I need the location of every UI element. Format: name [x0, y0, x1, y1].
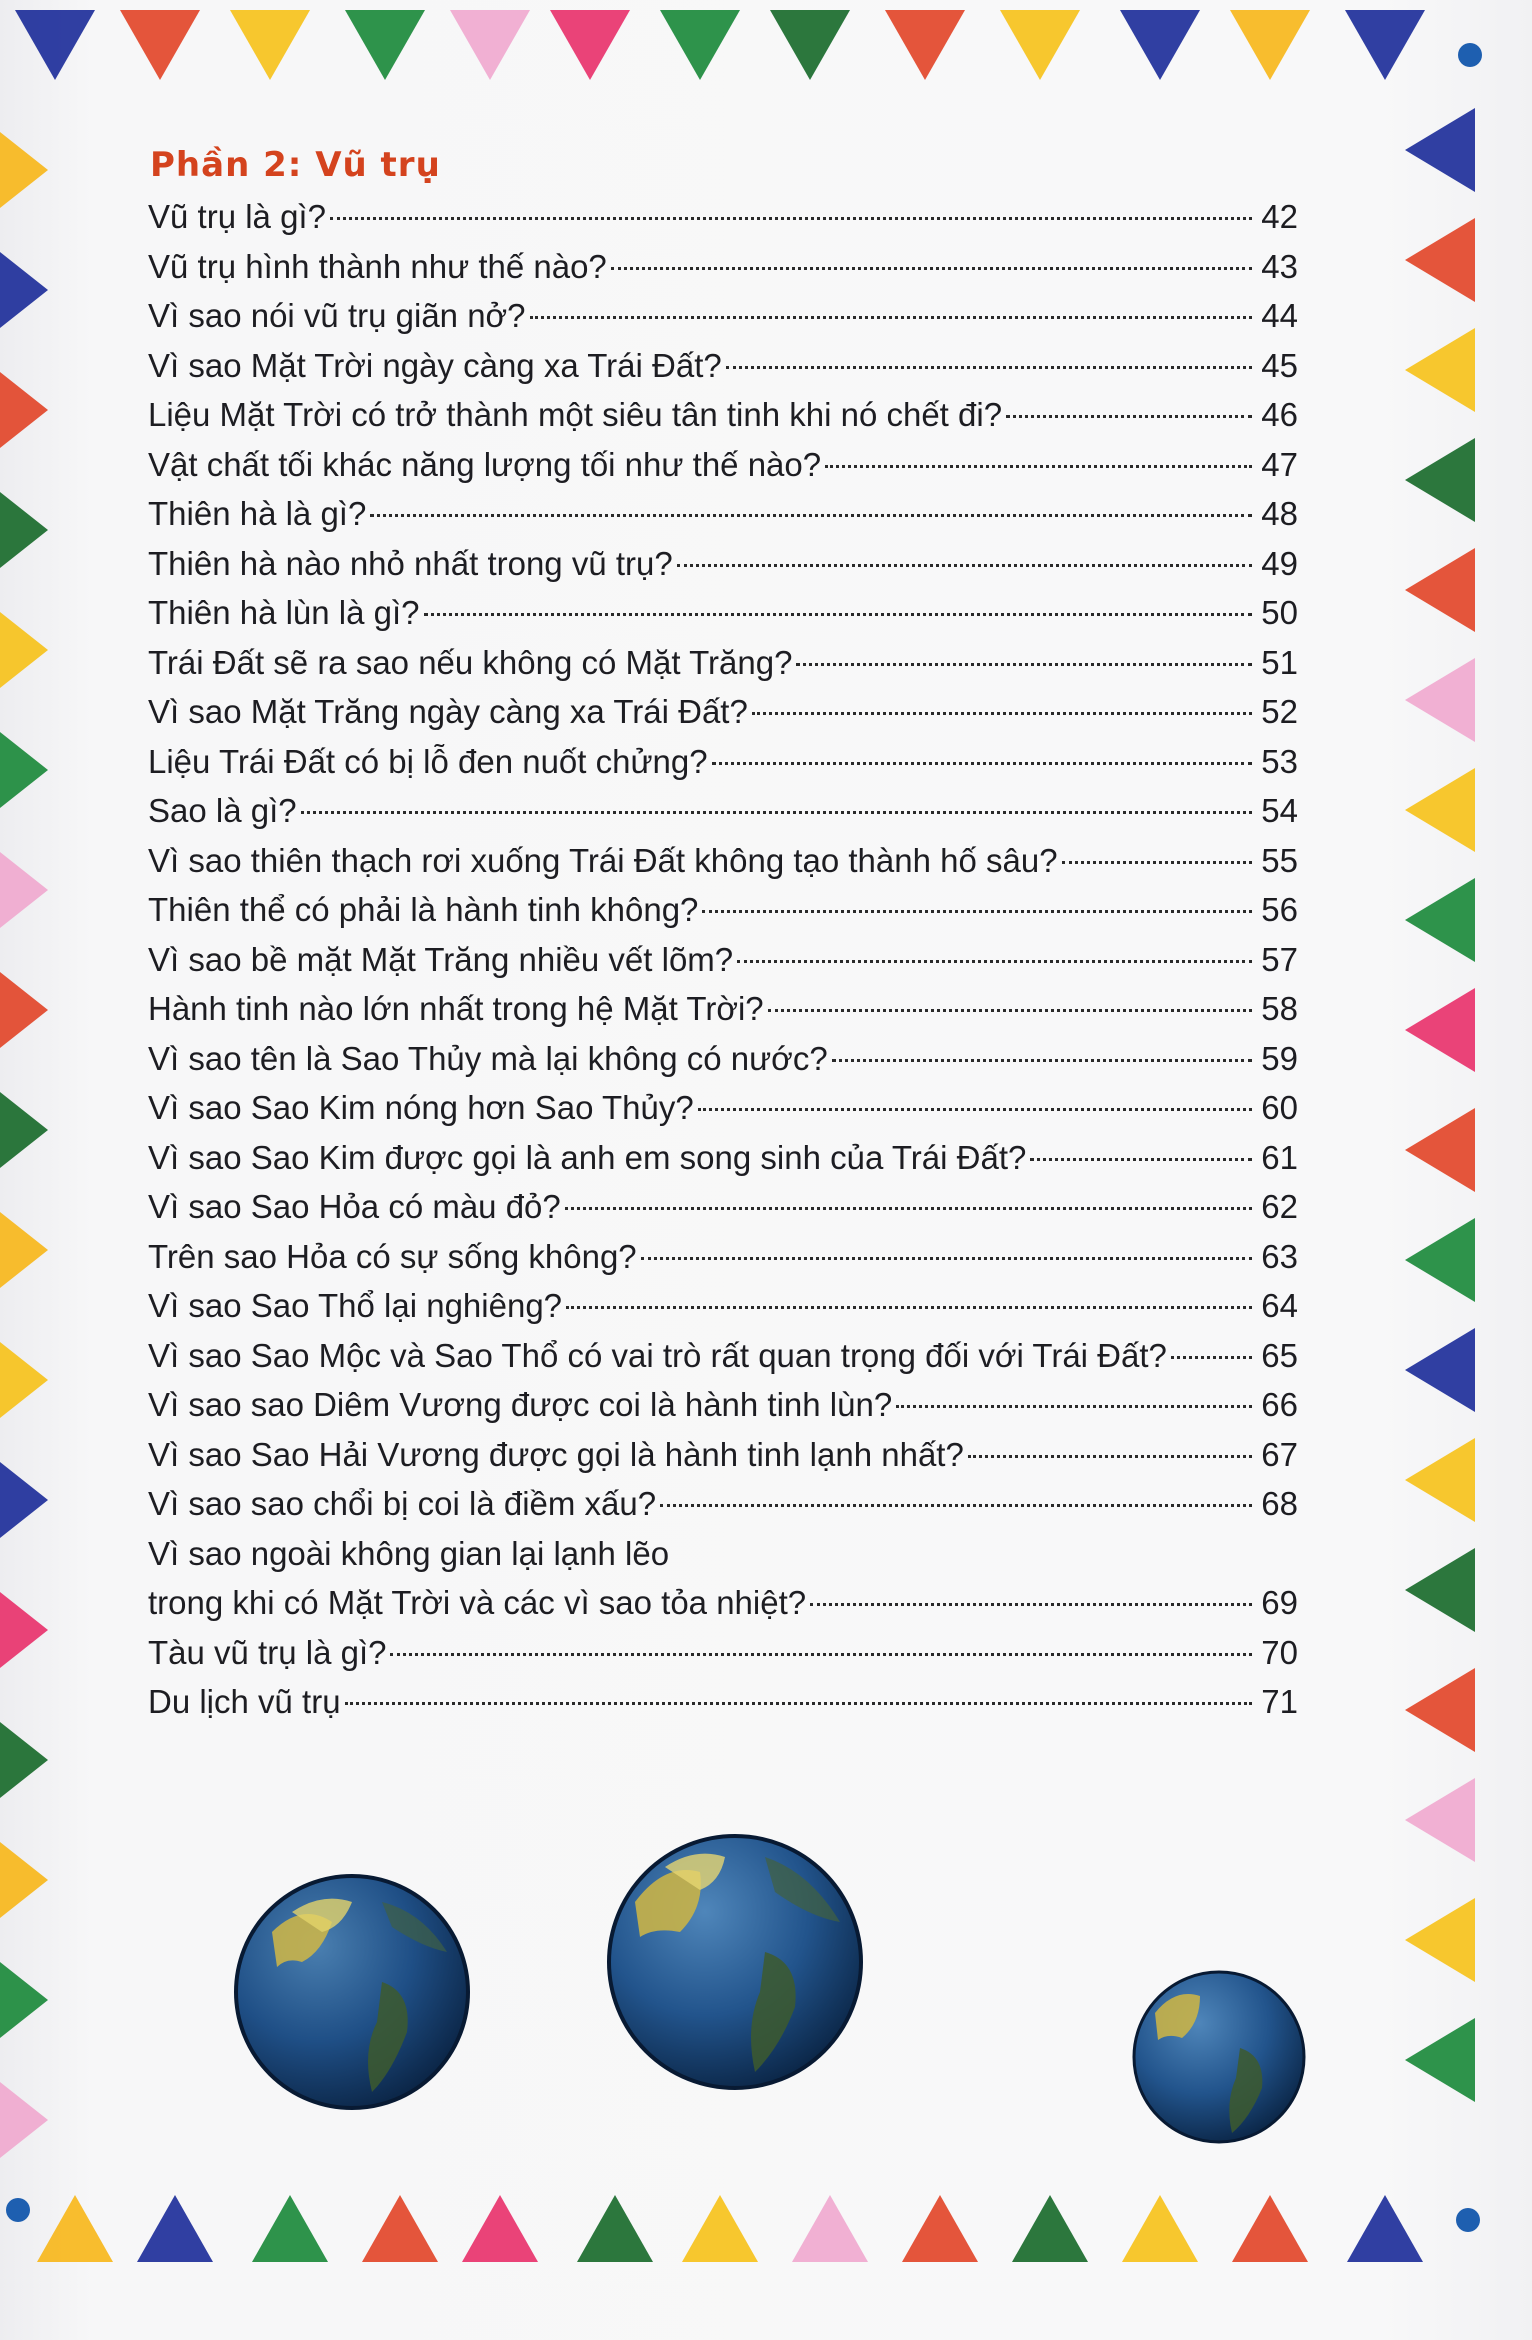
border-triangle — [37, 2195, 113, 2262]
toc-entry-title: Thiên hà lùn là gì? — [148, 594, 420, 631]
toc-entry — [148, 390, 1298, 440]
toc-entry-title: Vì sao Mặt Trăng ngày càng xa Trái Đất? — [148, 693, 748, 730]
toc-entries — [148, 192, 1298, 1727]
toc-entry-title: Liệu Mặt Trời có trở thành một siêu tân tinh khi nó chết đi? — [148, 396, 1003, 433]
border-triangle — [0, 252, 48, 328]
border-triangle — [0, 1842, 48, 1918]
border-triangle — [0, 1462, 48, 1538]
border-triangle — [1122, 2195, 1198, 2262]
table-of-contents — [148, 142, 1298, 1727]
border-triangle — [0, 852, 48, 928]
toc-entry-page: 56 — [1261, 891, 1298, 928]
border-triangle — [0, 612, 48, 688]
toc-entry-title: Vì sao Sao Kim được gọi là anh em song sinh của Trái Đất? — [148, 1138, 1027, 1176]
border-triangle — [1405, 1668, 1475, 1752]
toc-entry-page: 54 — [1261, 792, 1298, 829]
toc-entry-title: Vì sao Sao Mộc và Sao Thổ có vai trò rất quan trọng đối với Trái Đất? — [148, 1336, 1167, 1374]
toc-entry — [148, 1430, 1298, 1480]
toc-entry-page: 55 — [1261, 841, 1298, 879]
toc-entry — [148, 1479, 1298, 1529]
toc-entry — [148, 1083, 1298, 1133]
toc-entry — [148, 291, 1298, 341]
border-triangle — [252, 2195, 328, 2262]
toc-entry — [148, 1232, 1298, 1282]
toc-entry — [148, 1182, 1298, 1232]
border-triangle — [1405, 1108, 1475, 1192]
toc-entry-page: 58 — [1261, 990, 1298, 1027]
border-triangle — [1405, 108, 1475, 192]
dot-leader — [330, 217, 1252, 220]
toc-entry-page: 42 — [1261, 198, 1298, 235]
dot-leader — [677, 564, 1252, 567]
dot-leader — [698, 1108, 1252, 1111]
border-triangle — [1230, 10, 1310, 80]
toc-entry-title: Trên sao Hỏa có sự sống không? — [148, 1237, 637, 1275]
toc-entry — [148, 1628, 1298, 1678]
border-triangle — [0, 1212, 48, 1288]
toc-entry-page: 44 — [1261, 297, 1298, 334]
border-triangle — [0, 2082, 48, 2158]
toc-entry — [148, 687, 1298, 737]
toc-entry — [148, 588, 1298, 638]
dot-leader — [726, 366, 1252, 369]
toc-entry — [148, 539, 1298, 589]
dot-leader — [896, 1405, 1252, 1408]
border-triangle — [0, 1092, 48, 1168]
toc-entry-title: Vì sao Mặt Trời ngày càng xa Trái Đất? — [148, 346, 722, 384]
dot-leader — [712, 762, 1252, 765]
dot-leader — [702, 910, 1252, 913]
toc-entry — [148, 885, 1298, 935]
toc-entry-title: Thiên hà nào nhỏ nhất trong vũ trụ? — [148, 544, 673, 582]
toc-entry — [148, 984, 1298, 1034]
border-triangle — [1232, 2195, 1308, 2262]
border-triangle — [1405, 1548, 1475, 1632]
border-triangle — [137, 2195, 213, 2262]
border-triangle — [230, 10, 310, 80]
toc-entry — [148, 1677, 1298, 1727]
border-triangle — [1012, 2195, 1088, 2262]
dot-leader — [660, 1504, 1252, 1507]
border-triangle — [1405, 988, 1475, 1072]
toc-entry-page: 61 — [1261, 1138, 1298, 1176]
border-triangle — [577, 2195, 653, 2262]
border-triangle — [1345, 10, 1425, 80]
toc-entry-page: 60 — [1261, 1089, 1298, 1126]
toc-entry-title: Vì sao sao chổi bị coi là điềm xấu? — [148, 1485, 657, 1522]
toc-entry-title: Vì sao Sao Kim nóng hơn Sao Thủy? — [148, 1089, 694, 1126]
toc-entry — [148, 935, 1298, 985]
dot-leader — [752, 712, 1252, 715]
dot-leader — [611, 267, 1252, 270]
border-triangle — [0, 492, 48, 568]
dot-leader — [301, 811, 1252, 814]
border-dot — [6, 2198, 30, 2222]
border-triangle — [1405, 768, 1475, 852]
toc-entry-page: 52 — [1261, 693, 1298, 730]
toc-entry — [148, 341, 1298, 391]
toc-entry-title: Vì sao ngoài không gian lại lạnh lẽo — [148, 1534, 670, 1572]
border-triangle — [550, 10, 630, 80]
dot-leader — [424, 613, 1252, 616]
border-triangle — [1120, 10, 1200, 80]
border-triangle — [1405, 218, 1475, 302]
toc-entry-page: 46 — [1261, 396, 1298, 433]
border-triangle — [462, 2195, 538, 2262]
toc-entry-title: Vì sao thiên thạch rơi xuống Trái Đất không tạo thành hố sâu? — [148, 841, 1058, 879]
toc-entry — [148, 489, 1298, 539]
border-triangle — [1405, 1778, 1475, 1862]
dot-leader — [345, 1702, 1252, 1705]
toc-entry — [148, 1331, 1298, 1381]
border-triangle — [792, 2195, 868, 2262]
toc-entry — [148, 836, 1298, 886]
border-triangle — [902, 2195, 978, 2262]
toc-entry-page: 65 — [1261, 1336, 1298, 1374]
toc-entry-title: trong khi có Mặt Trời và các vì sao tỏa nhiệt? — [148, 1584, 807, 1621]
border-triangle — [15, 10, 95, 80]
dot-leader — [1062, 861, 1252, 864]
dot-leader — [1171, 1356, 1252, 1359]
dot-leader — [825, 465, 1252, 468]
toc-entry-page: 48 — [1261, 495, 1298, 532]
toc-entry-page: 57 — [1261, 940, 1298, 978]
toc-entry-title: Vì sao sao Diêm Vương được coi là hành tinh lùn? — [148, 1386, 893, 1423]
dot-leader — [370, 514, 1252, 517]
toc-entry-title: Thiên hà là gì? — [148, 495, 367, 532]
border-triangle — [0, 132, 48, 208]
toc-entry — [148, 638, 1298, 688]
toc-entry-title: Vì sao bề mặt Mặt Trăng nhiều vết lõm? — [148, 940, 734, 978]
toc-entry-page: 59 — [1261, 1039, 1298, 1077]
border-triangle — [1347, 2195, 1423, 2262]
toc-entry-page: 53 — [1261, 742, 1298, 780]
dot-leader — [1030, 1158, 1252, 1161]
toc-entry-title: Vì sao Sao Thổ lại nghiêng? — [148, 1287, 563, 1324]
toc-entry-page: 67 — [1261, 1435, 1298, 1473]
toc-entry-page: 49 — [1261, 544, 1298, 582]
dot-leader — [530, 316, 1252, 319]
toc-entry-page: 64 — [1261, 1287, 1298, 1324]
border-triangle — [1000, 10, 1080, 80]
toc-entry-title: Vật chất tối khác năng lượng tối như thế nào? — [148, 445, 822, 483]
border-triangle — [345, 10, 425, 80]
border-triangle — [682, 2195, 758, 2262]
border-triangle — [0, 972, 48, 1048]
toc-entry-title: Du lịch vũ trụ — [148, 1683, 341, 1720]
dot-leader — [832, 1059, 1252, 1062]
dot-leader — [796, 663, 1252, 666]
dot-leader — [641, 1257, 1252, 1260]
toc-entry — [148, 737, 1298, 787]
border-triangle — [0, 1962, 48, 2038]
border-triangle — [0, 1722, 48, 1798]
toc-entry-page: 70 — [1261, 1633, 1298, 1671]
toc-entry — [148, 786, 1298, 836]
toc-entry-page: 45 — [1261, 346, 1298, 384]
border-triangle — [1405, 328, 1475, 412]
toc-entry-page: 43 — [1261, 247, 1298, 285]
dot-leader — [565, 1207, 1252, 1210]
border-triangle — [1405, 878, 1475, 962]
border-triangle — [1405, 2018, 1475, 2102]
toc-entry — [148, 1380, 1298, 1430]
dot-leader — [737, 960, 1252, 963]
toc-entry-page: 71 — [1261, 1683, 1298, 1720]
toc-entry-page: 51 — [1261, 643, 1298, 681]
toc-entry — [148, 1529, 1298, 1579]
toc-entry — [148, 1034, 1298, 1084]
toc-entry-title: Vì sao Sao Hải Vương được gọi là hành tinh lạnh nhất? — [148, 1435, 964, 1473]
toc-entry-title: Vì sao tên là Sao Thủy mà lại không có nước? — [148, 1039, 828, 1077]
earth-globe-icon — [1130, 1968, 1308, 2146]
dot-leader — [768, 1009, 1252, 1012]
border-triangle — [120, 10, 200, 80]
toc-entry-title: Tàu vũ trụ là gì? — [148, 1633, 387, 1671]
earth-globe-icon — [605, 1832, 865, 2092]
border-triangle — [1405, 1438, 1475, 1522]
toc-entry-page: 68 — [1261, 1485, 1298, 1522]
toc-entry — [148, 192, 1298, 242]
toc-entry-title: Trái Đất sẽ ra sao nếu không có Mặt Trăng? — [148, 643, 793, 681]
toc-entry-page: 69 — [1261, 1584, 1298, 1621]
border-triangle — [0, 1592, 48, 1668]
border-triangle — [1405, 1218, 1475, 1302]
border-dot — [1458, 43, 1482, 67]
border-dot — [1456, 2208, 1480, 2232]
border-triangle — [660, 10, 740, 80]
border-triangle — [1405, 1898, 1475, 1982]
toc-entry-title: Vì sao nói vũ trụ giãn nở? — [148, 297, 526, 334]
dot-leader — [810, 1603, 1252, 1606]
border-triangle — [885, 10, 965, 80]
section-title: Phần 2: Vũ trụ — [150, 145, 441, 185]
border-triangle — [1405, 438, 1475, 522]
toc-entry — [148, 1133, 1298, 1183]
toc-entry — [148, 242, 1298, 292]
toc-entry-title: Hành tinh nào lớn nhất trong hệ Mặt Trời? — [148, 990, 764, 1027]
earth-globe-icon — [232, 1872, 472, 2112]
toc-entry-title: Vũ trụ hình thành như thế nào? — [148, 247, 607, 285]
toc-entry-page: 62 — [1261, 1188, 1298, 1225]
border-triangle — [0, 1342, 48, 1418]
border-triangle — [450, 10, 530, 80]
toc-entry-page: 66 — [1261, 1386, 1298, 1423]
toc-entry-page: 63 — [1261, 1237, 1298, 1275]
border-triangle — [770, 10, 850, 80]
border-triangle — [0, 372, 48, 448]
toc-entry-title: Vì sao Sao Hỏa có màu đỏ? — [148, 1188, 561, 1225]
dot-leader — [968, 1455, 1252, 1458]
dot-leader — [566, 1306, 1252, 1309]
toc-entry-title: Thiên thể có phải là hành tinh không? — [148, 891, 699, 928]
border-triangle — [0, 732, 48, 808]
dot-leader — [390, 1653, 1252, 1656]
dot-leader — [1006, 415, 1252, 418]
toc-entry-title: Liệu Trái Đất có bị lỗ đen nuốt chửng? — [148, 742, 708, 780]
toc-entry-title: Vũ trụ là gì? — [148, 198, 326, 235]
toc-entry-title: Sao là gì? — [148, 792, 297, 829]
border-triangle — [1405, 548, 1475, 632]
border-triangle — [362, 2195, 438, 2262]
border-triangle — [1405, 658, 1475, 742]
toc-entry-page: 50 — [1261, 594, 1298, 631]
toc-entry — [148, 440, 1298, 490]
toc-entry-page: 47 — [1261, 445, 1298, 483]
toc-entry — [148, 1281, 1298, 1331]
toc-entry — [148, 1578, 1298, 1628]
border-triangle — [1405, 1328, 1475, 1412]
